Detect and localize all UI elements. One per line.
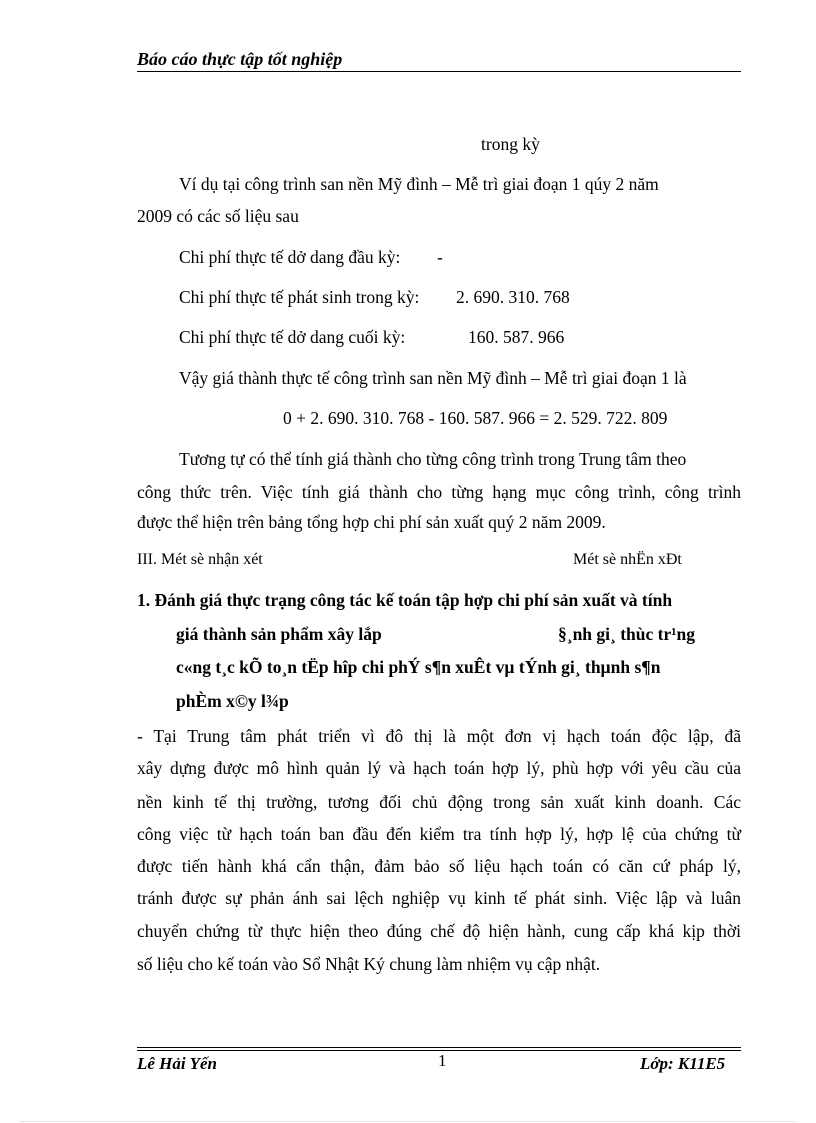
example-line-1: Ví dụ tại công trình san nền Mỹ đình – Mễ trì giai đoạn 1 qúy 2 năm: [179, 174, 659, 194]
para2-line-5: được tiến hành khá cẩn thận, đảm bảo số liệu hạch toán có căn cứ pháp lý,: [137, 856, 741, 876]
cost-begin-value: -: [437, 247, 443, 267]
cost-incurred-label: Chi phí thực tế phát sinh trong kỳ:: [179, 287, 420, 307]
heading-1-line-3: c«ng t¸c kÕ to¸n tËp hîp chi phÝ s¶n xuÊt vµ tÝnh gi¸ thµnh s¶n: [176, 657, 661, 677]
cost-begin-label: Chi phí thực tế dở dang đầu kỳ:: [179, 247, 401, 267]
text-trong-ky: trong kỳ: [481, 134, 540, 154]
footer-author: Lê Hải Yến: [137, 1054, 217, 1073]
total-line: Vậy giá thành thực tế công trình san nền Mỹ đình – Mễ trì giai đoạn 1 là: [179, 368, 687, 388]
page-bottom-border: [20, 1121, 796, 1122]
section-3-heading-garbled: Mét sè nhËn xÐt: [573, 551, 682, 568]
cost-end-value: 160. 587. 966: [468, 327, 565, 347]
heading-1-line-2-garbled: §¸nh gi¸ thùc tr¹ng: [558, 624, 695, 644]
page-header-title: Báo cáo thực tập tốt nghiệp: [137, 49, 343, 69]
para2-line-1: - Tại Trung tâm phát triển vì đô thị là một đơn vị hạch toán độc lập, đã: [137, 726, 741, 746]
para2-line-3: nền kinh tế thị trường, tương đối chủ động trong sản xuất kinh doanh. Các: [137, 792, 741, 812]
para2-line-6: tránh được sự phản ánh sai lệch nghiệp vụ kinh tế phát sinh. Việc lập và luân: [137, 888, 741, 908]
footer-rule-top: [137, 1047, 741, 1048]
para1-line-3: được thể hiện trên bảng tổng hợp chi phí sản xuất quý 2 năm 2009.: [137, 512, 606, 532]
para2-line-7: chuyển chứng từ thực hiện theo đúng chế độ hiện hành, cung cấp khá kịp thời: [137, 921, 741, 941]
para2-line-2: xây dựng được mô hình quản lý và hạch toán hợp lý, phù hợp với yêu cầu của: [137, 758, 741, 778]
footer-class: Lớp: K11E5: [640, 1054, 726, 1073]
para1-line-2: công thức trên. Việc tính giá thành cho từng hạng mục công trình, công trình: [137, 482, 741, 502]
formula-line: 0 + 2. 690. 310. 768 - 160. 587. 966 = 2. 529. 722. 809: [283, 408, 668, 428]
para2-line-8: số liệu cho kế toán vào Sổ Nhật Ký chung làm nhiệm vụ cập nhật.: [137, 954, 601, 974]
para1-line-1: Tương tự có thể tính giá thành cho từng công trình trong Trung tâm theo: [179, 449, 687, 469]
section-3-heading: III. Mét sè nhận xét: [137, 551, 263, 568]
para2-line-4: công việc từ hạch toán ban đầu đến kiểm tra tính hợp lý, hợp lệ của chứng từ: [137, 824, 741, 844]
header-rule: [137, 71, 741, 72]
heading-1-line-2: giá thành sản phẩm xây lắp: [176, 624, 382, 644]
cost-end-label: Chi phí thực tế dở dang cuối kỳ:: [179, 327, 406, 347]
cost-incurred-value: 2. 690. 310. 768: [456, 287, 570, 307]
example-line-2: 2009 có các số liệu sau: [137, 206, 299, 226]
footer-page-number: 1: [438, 1051, 447, 1070]
heading-1-line-4: phÈm x©y l¾p: [176, 691, 289, 711]
heading-1-line-1: 1. Đánh giá thực trạng công tác kế toán tập hợp chi phí sản xuất và tính: [137, 590, 673, 610]
